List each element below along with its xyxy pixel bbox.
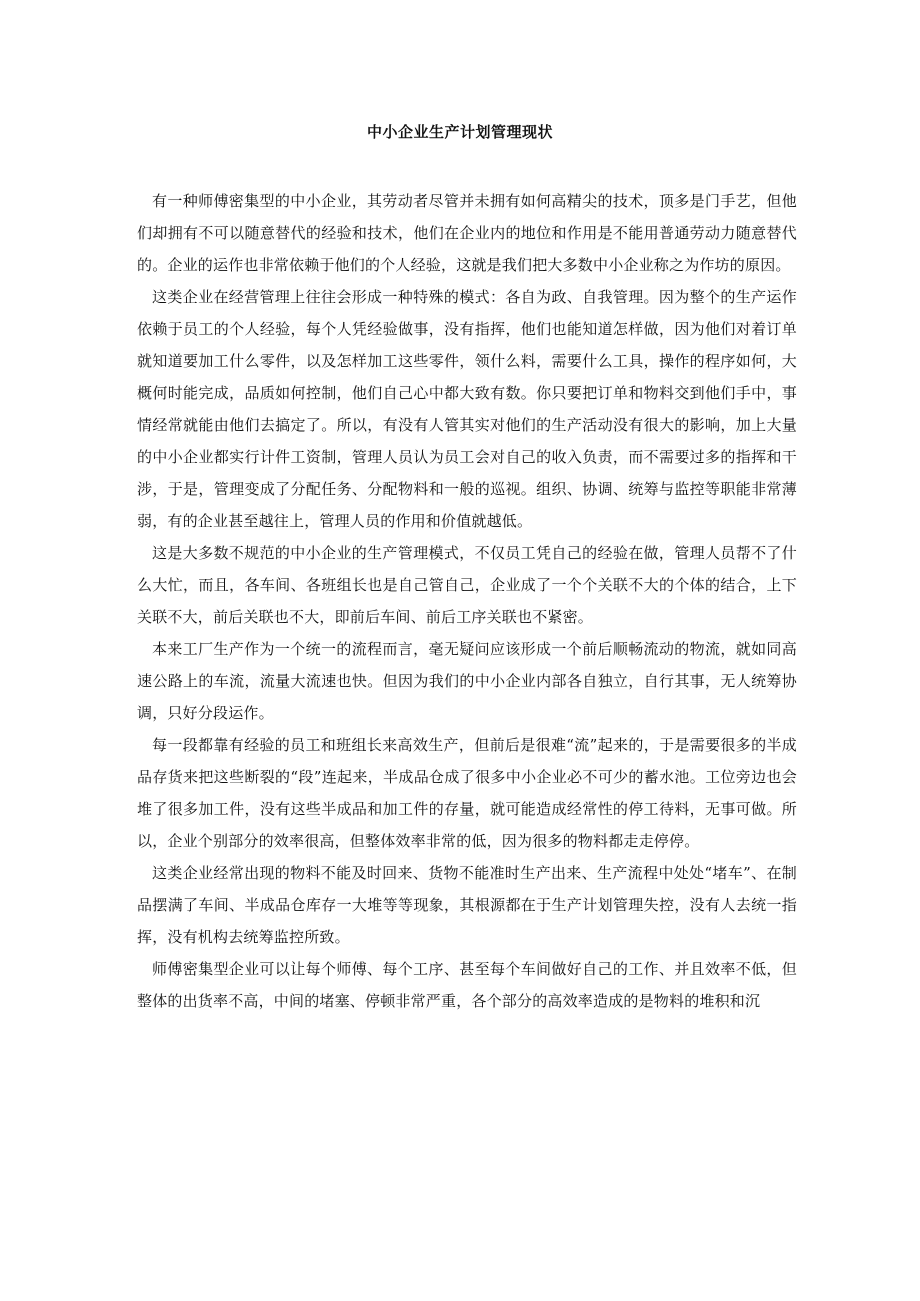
page-title: 中小企业生产计划管理现状 [366, 123, 553, 141]
paragraph-5: 每一段都靠有经验的员工和班组长来高效生产，但前后是很难“流”起来的，于是需要很多的半成品存货来把这些断裂的“段”连起来，半成品仓成了很多中小企业必不可少的蓄水池。工位旁边也会堆了很多加工件，没有这些半成品和加工件的存量，就可能造成经常性的停工待料，无事可做。所以，企业个别部分的效率很高，但整体效率非常的低，因为很多的物料都走走停停。 [137, 736, 797, 850]
paragraph-4: 本来工厂生产作为一个统一的流程而言，毫无疑问应该形成一个前后顺畅流动的物流，就如同高速公路上的车流，流量大流速也快。但因为我们的中小企业内部各自独立，自行其事，无人统筹协调，只好分段运作。 [137, 640, 797, 722]
paragraph-6: 这类企业经常出现的物料不能及时回来、货物不能准时生产出来、生产流程中处处“堵车”、在制品摆满了车间、半成品仓库存一大堆等等现象，其根源都在于生产计划管理失控，没有人去统一指挥，没有机构去统筹监控所致。 [137, 864, 797, 946]
paragraph-3: 这是大多数不规范的中小企业的生产管理模式，不仅员工凭自己的经验在做，管理人员帮不了什么大忙，而且，各车间、各班组长也是自己管自己，企业成了一个个关联不大的个体的结合，上下关联不大，前后关联也不大，即前后车间、前后工序关联也不紧密。 [137, 544, 797, 626]
paragraph-2: 这类企业在经营管理上往往会形成一种特殊的模式：各自为政、自我管理。因为整个的生产运作依赖于员工的个人经验，每个人凭经验做事，没有指挥，他们也能知道怎样做，因为他们对着订单就知道要加工什么零件，以及怎样加工这些零件，领什么料，需要什么工具，操作的程序如何，大概何时能完成，品质如何控制，他们自己心中都大致有数。你只要把订单和物料交到他们手中，事情经常就能由他们去搞定了。所以，有没有人管其实对他们的生产活动没有很大的影响，加上大量的中小企业都实行计件工资制，管理人员认为员工会对自己的收入负责，而不需要过多的指挥和干涉，于是，管理变成了分配任务、分配物料和一般的巡视。组织、协调、统筹与监控等职能非常薄弱，有的企业甚至越往上，管理人员的作用和价值就越低。 [137, 288, 797, 530]
document-body [137, 185, 797, 1017]
paragraph-7: 师傅密集型企业可以让每个师傅、每个工序、甚至每个车间做好自己的工作、并且效率不低，但整体的出货率不高，中间的堵塞、停顿非常严重，各个部分的高效率造成的是物料的堆积和沉 [137, 960, 797, 1010]
paragraph-1: 有一种师傅密集型的中小企业，其劳动者尽管并未拥有如何高精尖的技术，顶多是门手艺，但他们却拥有不可以随意替代的经验和技术，他们在企业内的地位和作用是不能用普通劳动力随意替代的。企业的运作也非常依赖于他们的个人经验，这就是我们把大多数中小企业称之为作坊的原因。 [137, 192, 797, 274]
